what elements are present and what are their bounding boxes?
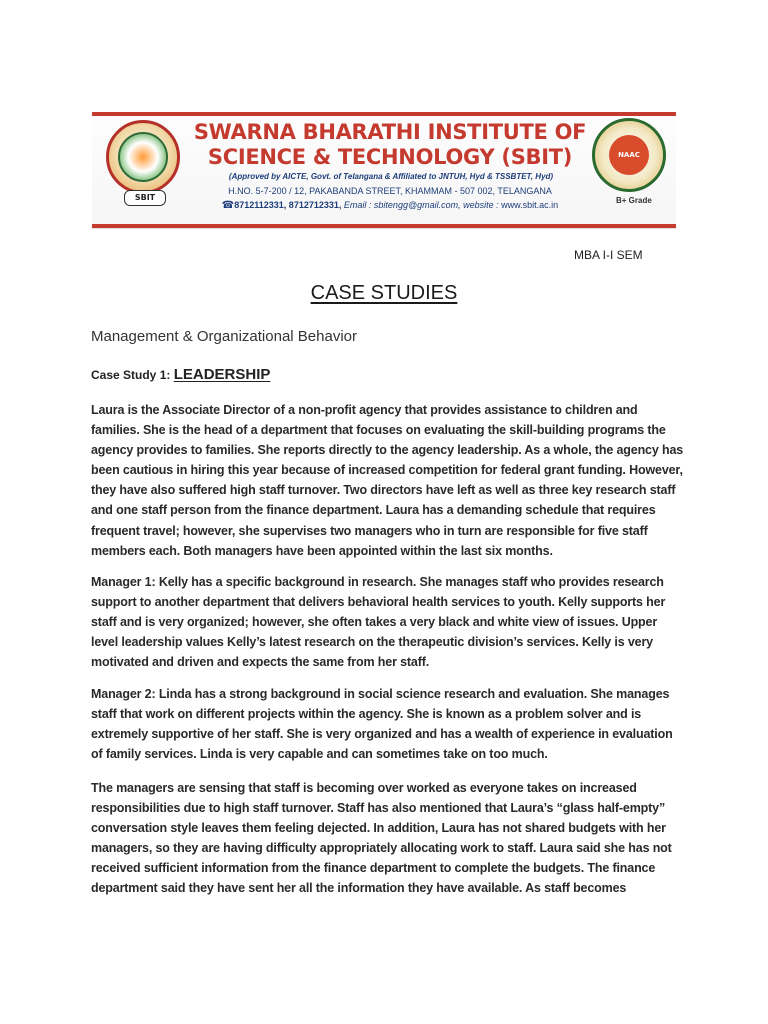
paragraph-line: Manager 1: Kelly has a specific background in research. She manages staff who provides research [91,575,664,589]
case-study-heading [91,366,270,383]
case-study-topic: LEADERSHIP [173,366,271,383]
left-seal-label: SBIT [124,190,166,206]
email-address: sbitengg@gmail.com, [373,200,461,210]
naac-accreditation-seal-icon [592,118,666,192]
letterhead-top-bar [92,112,676,116]
paragraph-line: members each. Both managers have been appointed within the last six months. [91,543,553,558]
paragraph-line: responsibilities due to high staff turnover. Staff has also mentioned that Laura’s “glass half-empty” [91,801,666,816]
website-address: www.sbit.ac.in [501,200,559,210]
letterhead [92,112,676,228]
paragraph-line: been cautious in hiring this year because of increased competition for federal grant funding. However, [91,463,683,478]
naac-badge: NAAC [609,135,649,175]
paragraph-4 [91,778,691,899]
phone-numbers: 8712112331, 8712712331, [234,200,342,210]
grade-label: B+ Grade [616,196,652,205]
paragraph-line: Manager 2: Linda has a strong background in social science research and evaluation. She manages [91,687,670,701]
paragraph-line: conversation style leaves them feeling dejected. In addition, Laura has not shared budgets with her [91,821,666,836]
paragraph-line: received sufficient information from the finance department to complete the budgets. The finance [91,861,656,876]
semester-label: MBA I-I SEM [574,248,643,262]
institute-seal-icon [106,120,180,194]
paragraph-line: and one staff person from the finance department. Laura has a demanding schedule that requires [91,503,656,518]
paragraph-line: The managers are sensing that staff is becoming over worked as everyone takes on increased [91,781,637,795]
case-study-label: Case Study 1: [91,368,171,382]
paragraph-line: families. She is the head of a department that focuses on evaluating the skill-building programs the [91,423,666,438]
address-line: H.NO. 5-7-200 / 12, PAKABANDA STREET, KHAMMAM - 507 002, TELANGANA [228,186,552,196]
subject-heading: Management & Organizational Behavior [91,328,357,345]
paragraph-line: they have also suffered high staff turnover. Two directors have left as well as three key research staff [91,483,676,498]
approval-line: (Approved by AICTE, Govt. of Telangana & Affiliated to JNTUH, Hyd & TSSBTET, Hyd) [228,172,554,181]
page-title: CASE STUDIES [310,282,458,304]
paragraph-line: Laura is the Associate Director of a non-profit agency that provides assistance to children and [91,403,638,417]
paragraph-line: frequent travel; however, she supervises two managers who in turn are responsible for five staff [91,523,648,538]
paragraph-line: level leadership values Kelly’s latest research on the therapeutic division’s services. Kelly is very [91,635,653,650]
institute-name-line1: SWARNA BHARATHI INSTITUTE OF [193,120,587,144]
institute-name [190,120,590,170]
website-label: website : [463,200,499,210]
paragraph-line: staff that work on different projects within the agency. She is known as a problem solver and is [91,707,642,722]
paragraph-line: extremely supportive of her staff. She is very organized and has a wealth of experience in evaluation [91,727,673,742]
paragraph-line: agency provides to families. She reports directly to the agency leadership. As a whole, the agency has [91,443,684,458]
paragraph-line: support to another department that delivers behavioral health services to youth. Kelly supports her [91,595,666,610]
paragraph-line: staff and is very organized; however, she often takes a very black and white view of issues. Upper [91,615,658,630]
paragraph-2 [91,572,691,672]
paragraph-line: motivated and driven and expects the same from her staff. [91,655,430,670]
paragraph-line: of family services. Linda is very capable and can sometimes take on too much. [91,747,548,762]
paragraph-3 [91,684,691,764]
flag-emblem-icon [118,132,168,182]
contact-line [190,200,590,211]
paragraph-line: department said they have sent her all the information they have available. As staff becomes [91,881,627,896]
phone-icon: ☎ [221,200,235,211]
paragraph-1 [91,400,691,561]
institute-name-line2: SCIENCE & TECHNOLOGY (SBIT) [207,145,573,169]
email-label: Email : [343,200,372,210]
paragraph-line: managers, so they are having difficulty appropriately allocating work to staff. Laura said she has not [91,841,672,856]
